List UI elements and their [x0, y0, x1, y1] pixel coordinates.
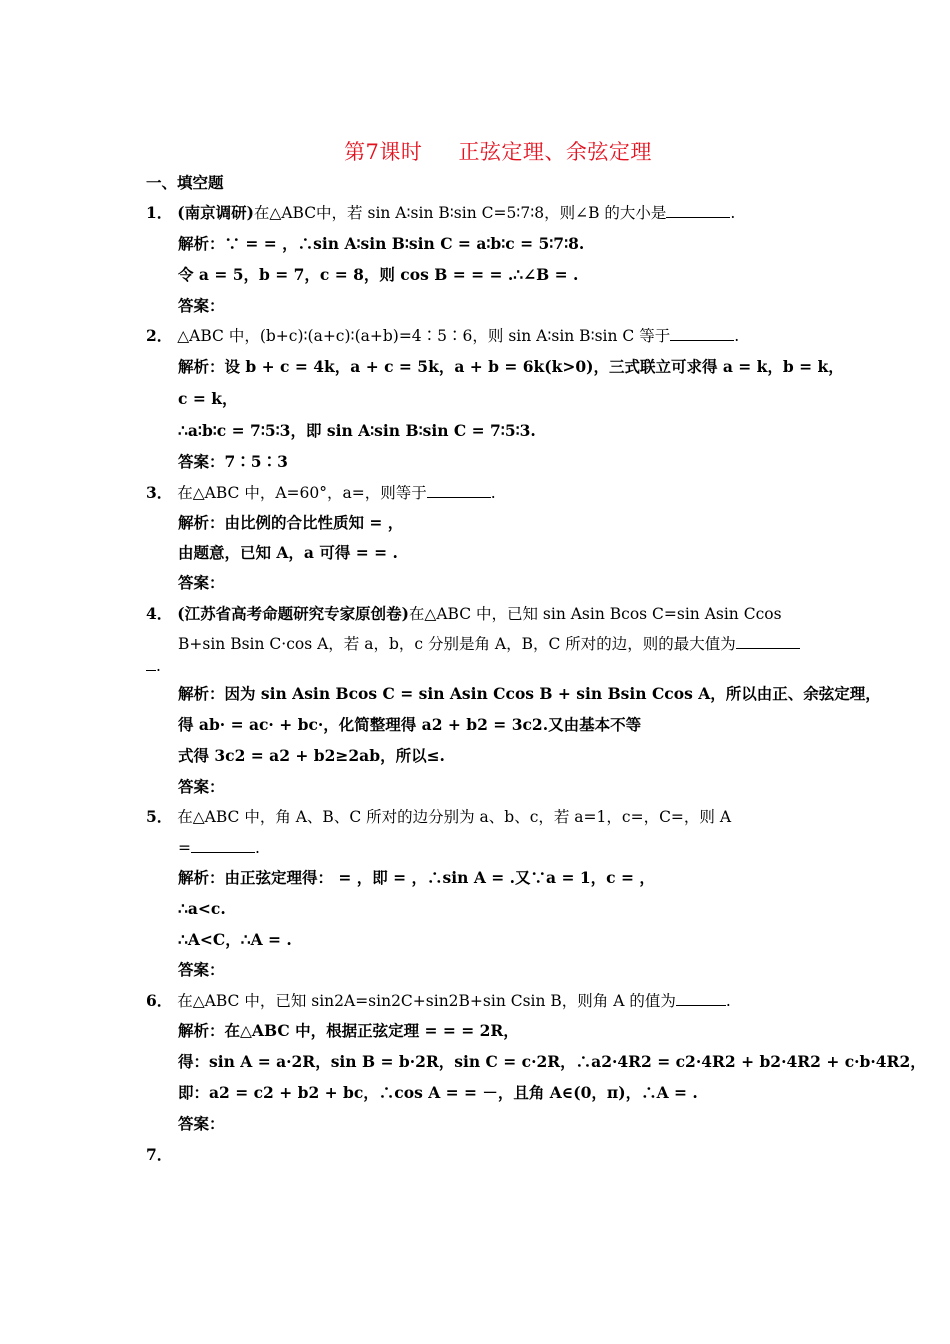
- answer-label: 答案：: [178, 1114, 225, 1133]
- solution-line: ∴a<c.: [178, 899, 226, 918]
- solution-line: 式得 3c2 = a2 + b2≥2ab，所以≤.: [178, 746, 445, 765]
- problem-4: 4． (江苏省高考命题研究专家原创卷)在△ABC 中，已知 sin Asin Bcos C=sin Asin Ccos: [146, 604, 782, 623]
- problem-3: 3． 在△ABC 中，A=60°，a=，则等于 .: [146, 483, 496, 502]
- solution-line: 解析：由比例的合比性质知 = ，: [178, 513, 404, 532]
- section-heading: 一、填空题: [146, 173, 224, 192]
- solution-line: 解析：设 b + c = 4k，a + c = 5k，a + b = 6k(k>0)，三式联立可求得 a = k，b = k，: [178, 357, 844, 376]
- solution-line: 得 ab· = ac· + bc·，化简整理得 a2 + b2 = 3c2.又由基本不等: [178, 715, 642, 734]
- answer-blank: [191, 839, 255, 853]
- problem-7: 7．: [146, 1145, 173, 1164]
- solution-line: 解析：在△ABC 中，根据正弦定理 = = = 2R，: [178, 1021, 519, 1040]
- solution-line: ∴a∶b∶c = 7∶5∶3，即 sin A∶sin B∶sin C = 7∶5∶3.: [178, 421, 536, 440]
- problem-5-cont: = .: [178, 839, 260, 857]
- problem-5: 5． 在△ABC 中，角 A、B、C 所对的边分别为 a、b、c，若 a=1，c=，C=，则 A: [146, 807, 732, 826]
- solution-line: c = k，: [178, 389, 238, 408]
- solution-line: ∴A<C，∴A = .: [178, 930, 292, 949]
- answer-blank: [736, 635, 800, 649]
- solution-line: 解析：∵ = = ，∴sin A∶sin B∶sin C = a∶b∶c = 5∶7∶8.: [178, 234, 585, 253]
- solution-line: 得：sin A = a·2R，sin B = b·2R，sin C = c·2R，∴a2·4R2 = c2·4R2 + b2·4R2 + c·b·4R2，: [178, 1052, 926, 1071]
- answer-label: 答案：: [178, 573, 225, 592]
- answer-label: 答案：: [178, 960, 225, 979]
- answer-blank: [427, 484, 491, 498]
- solution-line: 解析：因为 sin Asin Bcos C = sin Asin Ccos B + sin Bsin Ccos A，所以由正、余弦定理，: [178, 684, 881, 703]
- solution-line: 即：a2 = c2 + b2 + bc，∴cos A = = －，且角 A∈(0，π)，∴A = .: [178, 1083, 698, 1102]
- answer-blank: [666, 204, 730, 218]
- problem-1: 1． (南京调研)在△ABC中，若 sin A∶sin B∶sin C=5∶7∶8，则∠B 的大小是 .: [146, 203, 736, 222]
- problem-4-cont: .: [146, 656, 161, 676]
- answer-label: 答案：7∶5∶3: [178, 452, 288, 471]
- answer-label: 答案：: [178, 296, 225, 315]
- title-topic: 正弦定理、余弦定理: [458, 140, 652, 164]
- problem-6: 6． 在△ABC 中，已知 sin2A=sin2C+sin2B+sin Csin B，则角 A 的值为 .: [146, 991, 731, 1010]
- answer-label: 答案：: [178, 777, 225, 796]
- title-lesson: 第7课时: [344, 140, 423, 164]
- solution-line: 解析：由正弦定理得： = ，即 = ，∴sin A = .又∵a = 1，c = ，: [178, 868, 655, 887]
- problem-4-cont: B+sin Bsin C·cos A，若 a，b，c 分别是角 A，B，C 所对的边，则的最大值为: [178, 634, 800, 654]
- solution-line: 由题意，已知 A，a 可得 = = .: [178, 543, 398, 562]
- answer-blank: [676, 992, 726, 1006]
- answer-blank: [670, 327, 734, 341]
- solution-line: 令 a = 5，b = 7，c = 8，则 cos B = = = .∴∠B = .: [178, 265, 579, 284]
- problem-2: 2． △ABC 中，(b+c)∶(a+c)∶(a+b)=4∶5∶6，则 sin A∶sin B∶sin C 等于 .: [146, 326, 740, 345]
- page-title: [0, 136, 950, 166]
